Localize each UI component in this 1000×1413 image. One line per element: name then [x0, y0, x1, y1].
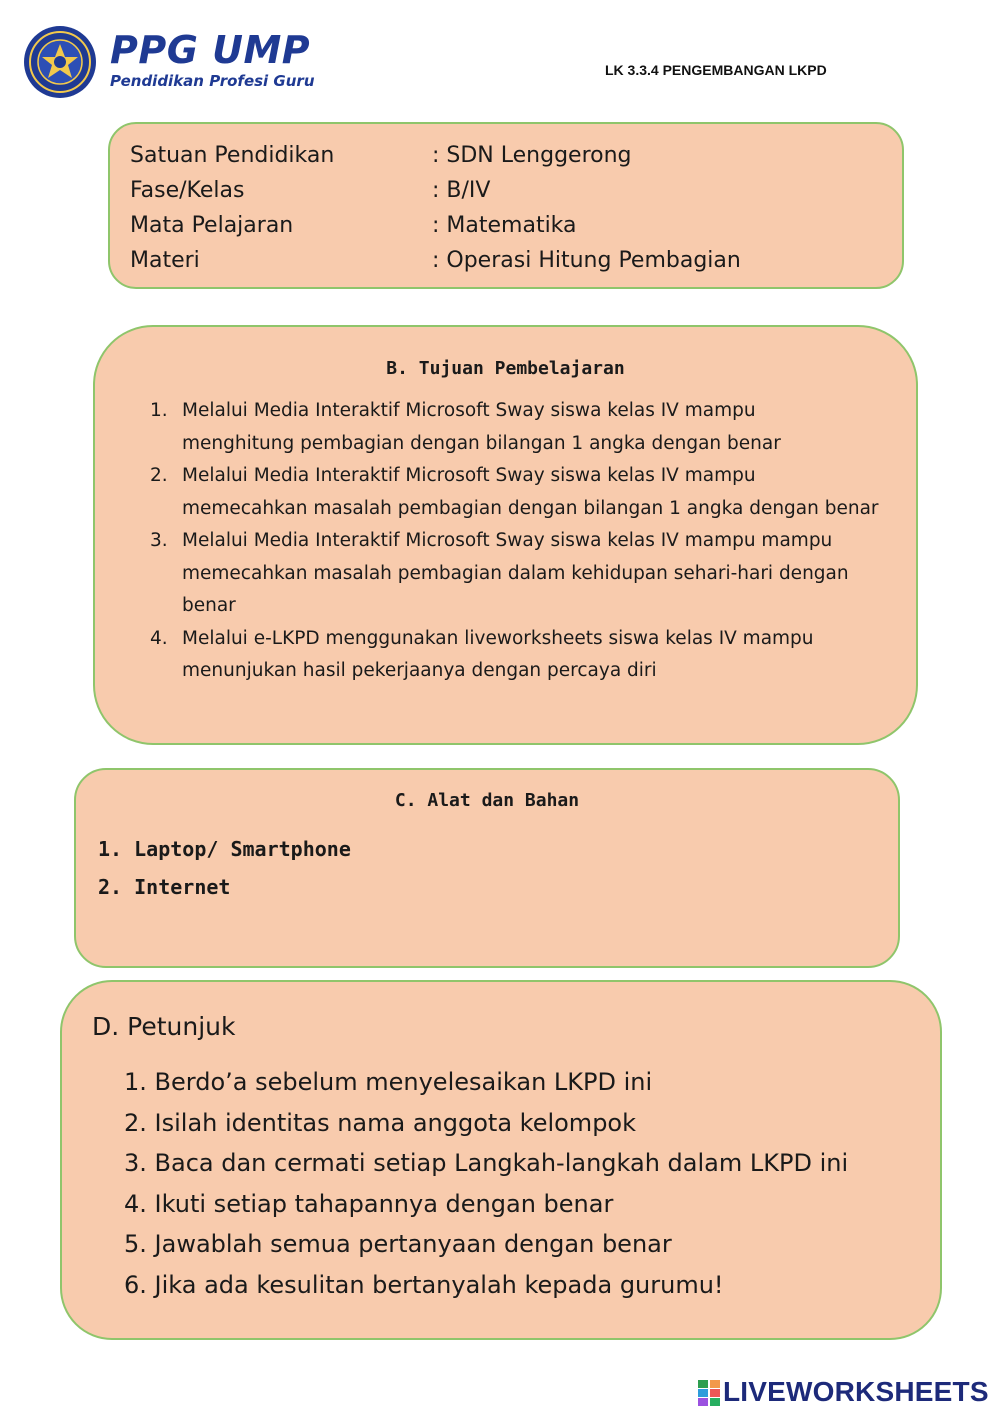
instructions-panel [60, 980, 942, 1340]
liveworksheets-brand: LIVEWORKSHEETS [723, 1376, 989, 1407]
list-item: 1. Laptop/ Smartphone [98, 837, 351, 861]
item-line: Melalui e-LKPD menggunakan liveworksheets siswa kelas IV mampu [182, 627, 814, 649]
tools-list [98, 830, 351, 906]
identity-label: Satuan Pendidikan [130, 143, 335, 168]
item-line: Melalui Media Interaktif Microsoft Sway siswa kelas IV mampu [182, 400, 756, 421]
list-item [150, 395, 890, 460]
item-line: menunjukan hasil pekerjaanya dengan percaya diri [182, 660, 657, 681]
brand-subtitle: Pendidikan Profesi Guru [110, 72, 315, 90]
item-line: memecahkan masalah pembagian dalam kehidupan sehari-hari dengan benar [182, 562, 849, 616]
objectives-list [150, 395, 890, 688]
identity-value: : Matematika [432, 213, 577, 238]
list-item [150, 623, 890, 688]
list-item: 4. Ikuti setiap tahapannya dengan benar [124, 1189, 614, 1218]
document-code: LK 3.3.4 PENGEMBANGAN LKPD [605, 62, 827, 78]
list-item: 3. Baca dan cermati setiap Langkah-langkah dalam LKPD ini [124, 1149, 849, 1177]
section-title: D. Petunjuk [92, 1012, 236, 1041]
item-line: Melalui Media Interaktif Microsoft Sway siswa kelas IV mampu [182, 465, 756, 486]
list-item: 2. Isilah identitas nama anggota kelompok [124, 1108, 637, 1137]
item-line: memecahkan masalah pembagian dengan bilangan 1 angka dengan benar [182, 497, 879, 519]
identity-value: : SDN Lenggerong [432, 143, 632, 168]
identity-label: Fase/Kelas [130, 178, 245, 203]
item-number: 3. [150, 530, 168, 551]
instructions-list [124, 1062, 848, 1305]
university-seal-icon [22, 24, 98, 100]
section-title: B. Tujuan Pembelajaran [386, 358, 625, 379]
identity-label: Materi [130, 248, 200, 273]
section-title: C. Alat dan Bahan [394, 790, 580, 811]
tools-materials-panel [74, 768, 900, 968]
list-item: 2. Internet [98, 875, 231, 899]
learning-objectives-panel [93, 325, 918, 745]
identity-value: : B/IV [432, 178, 491, 203]
liveworksheets-logo-icon [698, 1380, 720, 1406]
identity-value: : Operasi Hitung Pembagian [432, 248, 741, 273]
list-item: 1. Berdo’a sebelum menyelesaikan LKPD ini [124, 1068, 653, 1096]
item-number: 4. [150, 627, 168, 649]
list-item [150, 525, 890, 623]
item-line: menghitung pembagian dengan bilangan 1 angka dengan benar [182, 432, 781, 454]
item-number: 2. [150, 465, 168, 486]
item-number: 1. [150, 400, 168, 421]
identity-label: Mata Pelajaran [130, 213, 294, 238]
item-line: Melalui Media Interaktif Microsoft Sway siswa kelas IV mampu mampu [182, 530, 833, 551]
identity-panel [108, 122, 904, 289]
list-item: 6. Jika ada kesulitan bertanyalah kepada gurumu! [124, 1270, 724, 1299]
list-item: 5. Jawablah semua pertanyaan dengan benar [124, 1230, 672, 1258]
brand-title: PPG UMP [110, 28, 311, 72]
list-item [150, 460, 890, 525]
